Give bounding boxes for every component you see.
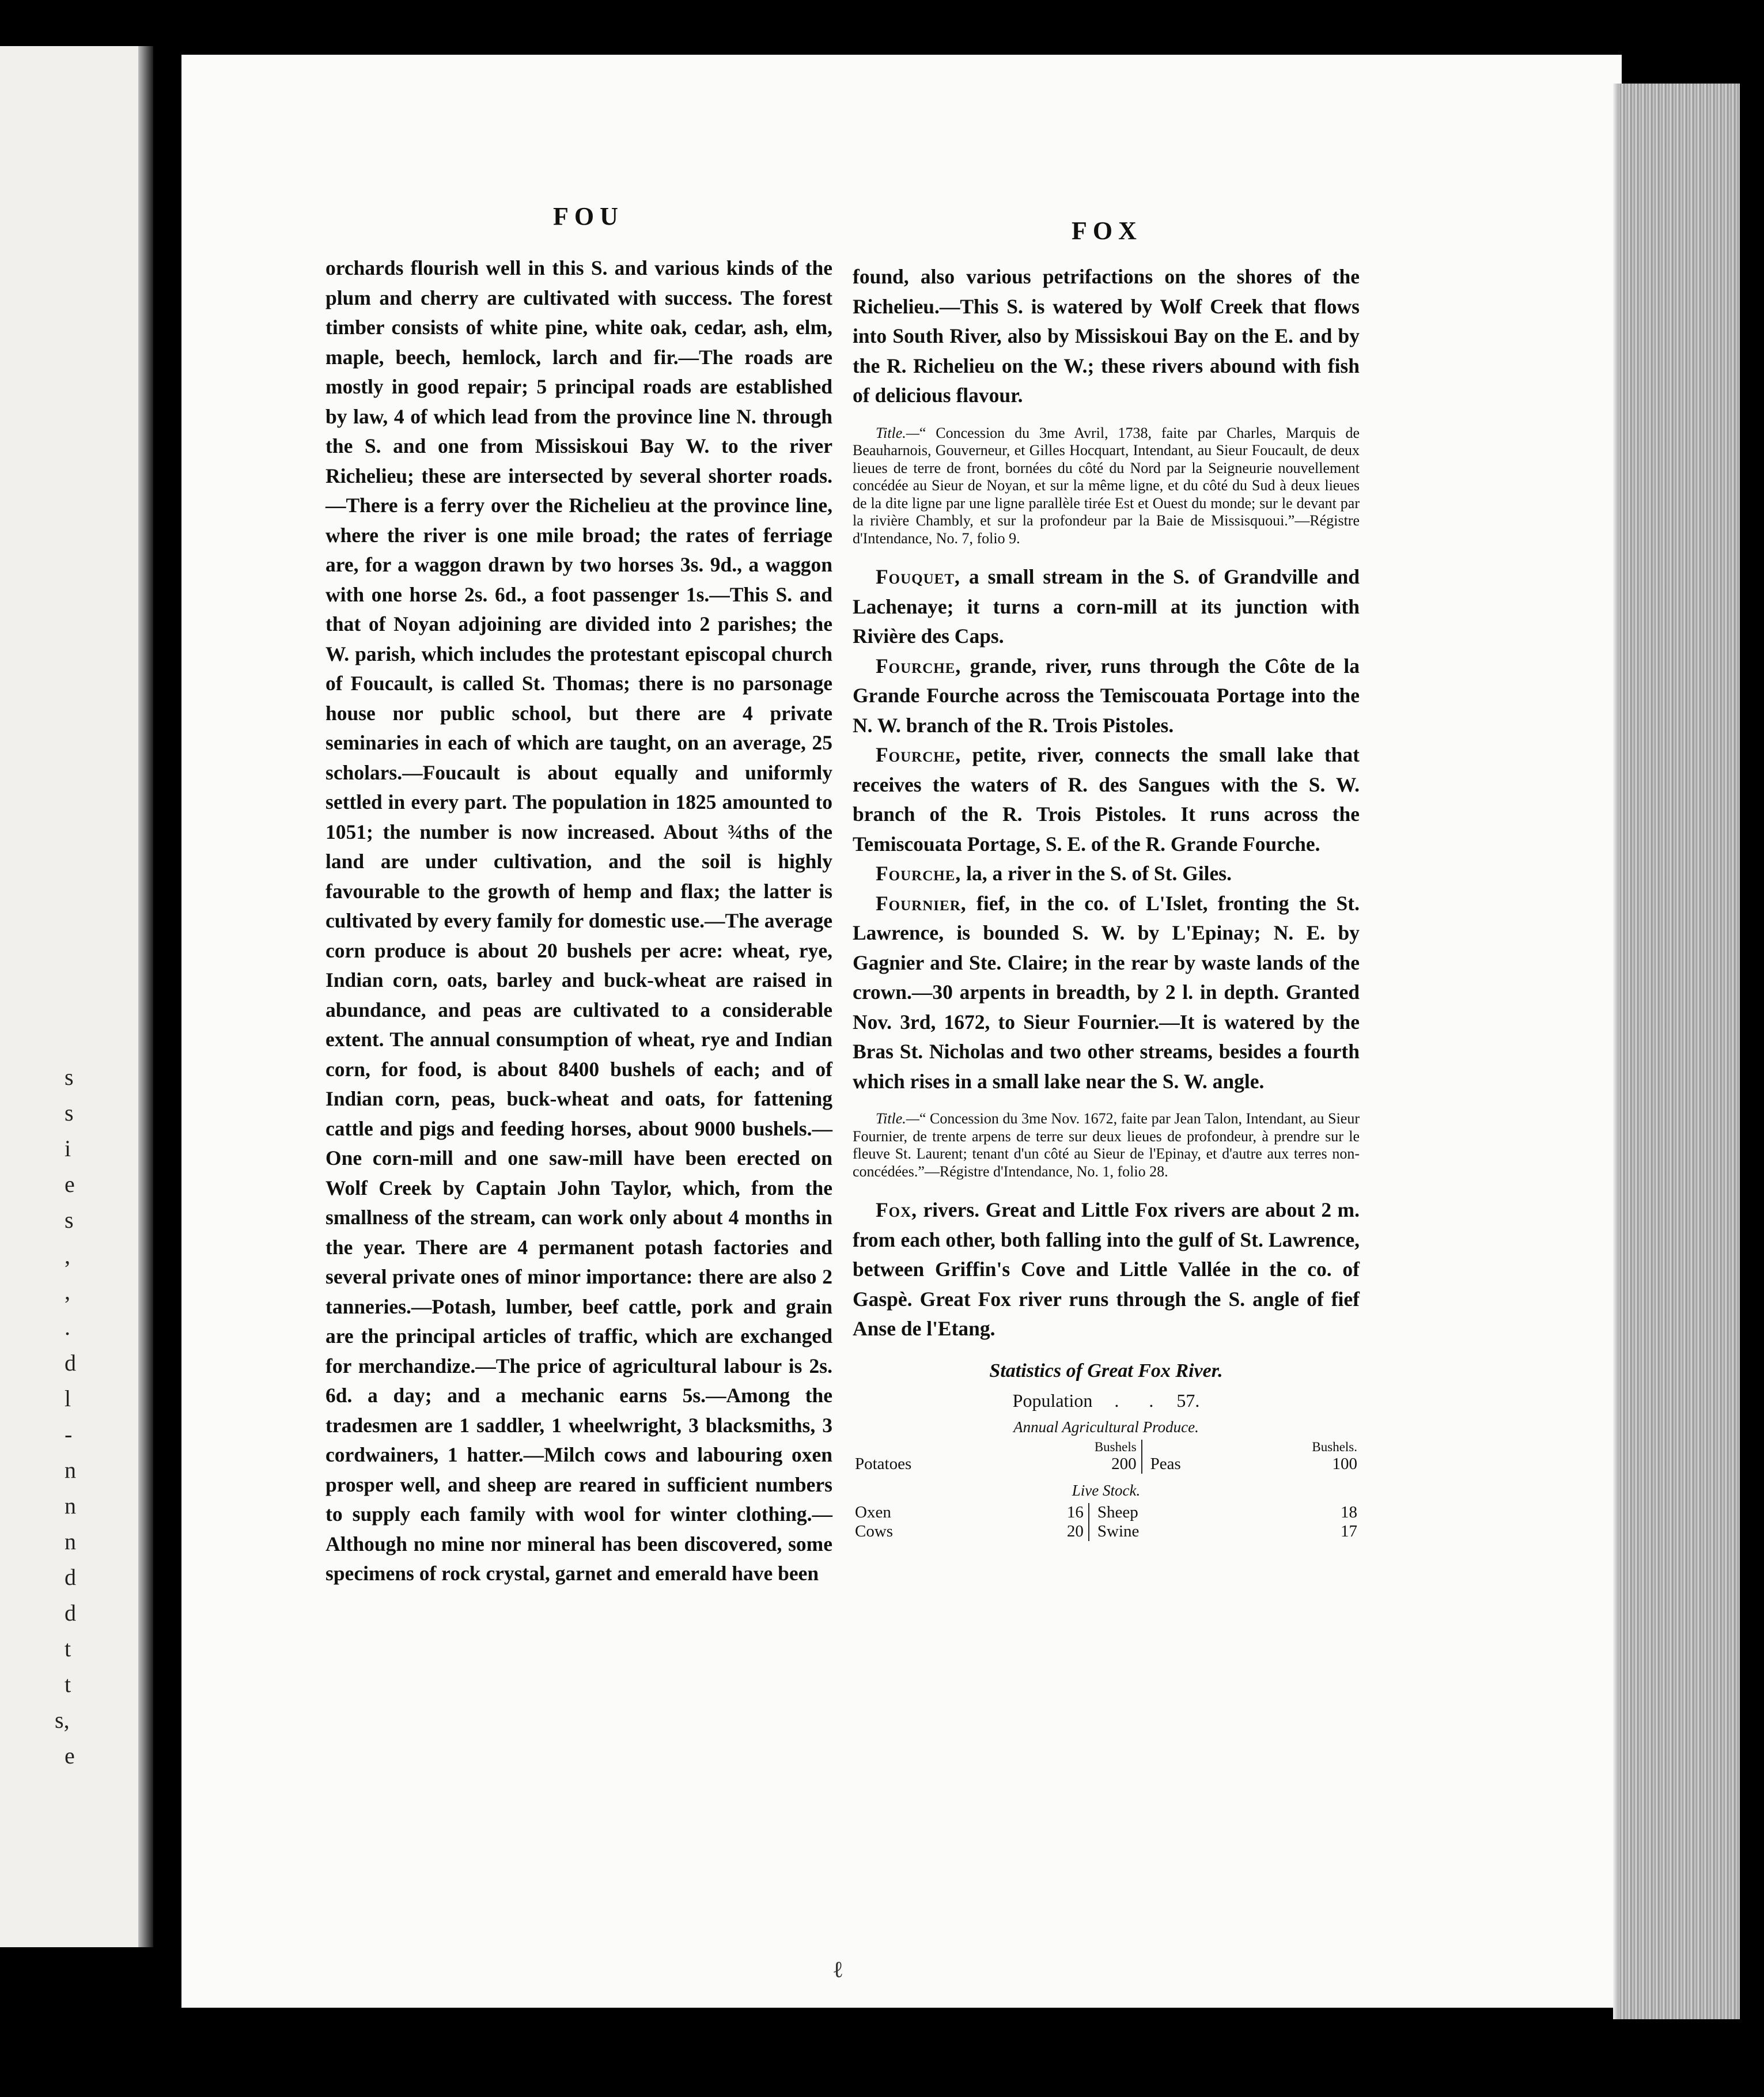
population-dots: . . bbox=[1114, 1390, 1167, 1411]
population-label: Population bbox=[1012, 1390, 1093, 1411]
livestock-value: 17 bbox=[1341, 1521, 1357, 1540]
facing-page-char: s bbox=[65, 1207, 74, 1233]
livestock-value: 16 bbox=[1066, 1502, 1084, 1521]
produce-value: 200 bbox=[1111, 1454, 1137, 1473]
facing-page-char: t bbox=[65, 1636, 71, 1661]
livestock-name: Sheep bbox=[1097, 1502, 1138, 1521]
produce-name: Potatoes bbox=[855, 1454, 912, 1473]
facing-page-char: d bbox=[65, 1350, 76, 1376]
body-paragraph: orchards flourish well in this S. and various kinds of the plum and cherry are cultivated with success. The forest timber consists of white pine, white oak, cedar, ash, elm, maple, beech, hemlock, larch and fir.—The roads are mostly in good repair; 5 principal roads are established by law, 4 of which lead from the province line N. through the S. and one from Missiskoui Bay W. to the river Richelieu; these are intersected by several shorter roads.—There is a ferry over the Richelieu at the province line, where the river is one mile broad; the rates of ferriage are, for a waggon drawn by two horses 3s. 9d., a waggon with one horse 2s. 6d., a foot passenger 1s.—This S. and that of Noyan adjoining are divided into 2 parishes; the W. parish, which includes the protestant episcopal church of Foucault, is called St. Thomas; there is no parsonage house nor public school, but there are 4 private seminaries in each of which are taught, on an average, 25 scholars.—Foucault is about equally and uniformly settled in every part. The population in 1825 amounted to 1051; the number is now increased. About ¾ths of the land are under cultivation, and the soil is highly favourable to the growth of hemp and flax; the latter is cultivated by every family for domestic use.—The average corn produce is about 20 bushels per acre: wheat, rye, Indian corn, oats, barley and buck-wheat are raised in abundance, and peas are cultivated to a considerable extent. The annual consumption of wheat, rye and Indian corn, for food, is about 8400 bushels of each; and of Indian corn, peas, buck-wheat and oats, for fattening cattle and pigs and feeding horses, about 9000 bushels.—One corn-mill and one saw-mill have been erected on Wolf Creek by Captain John Taylor, which, from the smallness of the stream, can work only about 4 months in the year. There are 4 permanent potash factories and several private ones of minor importance: there are also 2 tanneries.—Potash, lumber, beef cattle, pork and grain are the principal articles of traffic, which are exchanged for merchandize.—The price of agricultural labour is 2s. 6d. a day; and a mechanic earns 5s.—Among the tradesmen are 1 saddler, 1 wheelwright, 3 blacksmiths, 3 cordwainers, 1 hatter.—Milch cows and labouring oxen prosper well, and sheep are reared in sufficient numbers to supply each family with wool for winter clothing.—Although no mine nor mineral has been discovered, some specimens of rock crystal, garnet and emerald have been bbox=[325, 256, 832, 1585]
entry-fourche-petite bbox=[853, 740, 1360, 859]
entry-text: grande, river, runs through the Côte de la Grande Fourche across the Temiscouata Portage into the N. W. branch of the R. Trois Pistoles. bbox=[853, 654, 1360, 737]
running-header-right: FOX bbox=[1072, 217, 1142, 245]
entry-text: petite, river, connects the small lake that receives the waters of R. des Sangues with the S. W. branch of the R. Trois Pistoles. It runs across the Temiscouata Portage, S. E. of the R. Grande Fourche. bbox=[853, 743, 1360, 856]
livestock-value: 20 bbox=[1066, 1521, 1084, 1540]
facing-page-char: n bbox=[65, 1493, 76, 1519]
produce-table bbox=[853, 1440, 1360, 1474]
facing-page-char: . bbox=[65, 1314, 70, 1340]
population-row bbox=[853, 1390, 1360, 1411]
continuation-paragraph: found, also various petrifactions on the shores of the Richelieu.—This S. is watered by Wolf Creek that flows into South River, also by Missiskoui Bay on the E. and by the R. Richelieu on the W.; these rivers abound with fish of delicious flavour. bbox=[853, 265, 1360, 407]
facing-page-char: e bbox=[65, 1171, 75, 1197]
book-page-stack bbox=[1619, 84, 1740, 2019]
entry-lead: Fourche, bbox=[876, 654, 962, 677]
entry-lead: Fournier, bbox=[876, 891, 967, 915]
population-value: 57. bbox=[1176, 1390, 1200, 1411]
entry-text: fief, in the co. of L'Islet, fronting the St. Lawrence, is bounded S. W. by L'Epinay; N. E. by Gagnier and Ste. Claire; in the rear by waste lands of the crown.—30 arpents in breadth, by 2 l. in depth. Granted Nov. 3rd, 1672, to Sieur Fournier.—It is watered by the Bras St. Nicholas and two other streams, besides a fourth which rises in a small lake near the S. W. angle. bbox=[853, 891, 1360, 1093]
title-note-foucault bbox=[853, 425, 1360, 548]
facing-page-char: s bbox=[65, 1064, 74, 1090]
livestock-title: Live Stock. bbox=[1072, 1481, 1141, 1499]
left-column bbox=[325, 253, 832, 1589]
facing-page-char: n bbox=[65, 1457, 76, 1483]
livestock-value: 18 bbox=[1341, 1502, 1357, 1521]
note-text: “ Concession du 3me Avril, 1738, faite par Charles, Marquis de Beauharnois, Gouverneur, et Gilles Hocquart, Intendant, au Sieur Foucault, de deux lieues de terre de front, bornées du côté du Nord par la Seigneurie nouvellement concédée au Sieur de Noyan, et sur la même ligne, et du côté du Sud à deux lieues de la dite ligne par une ligne parallèle tirée Est et Ouest du monde; sur le devant par la rivière Chambly, et sur la profondeur par la Baie de Missisquoui.”—Régistre d'Intendance, No. 7, folio 9. bbox=[853, 424, 1360, 547]
unit-label: Bushels bbox=[1094, 1439, 1137, 1454]
table-row bbox=[853, 1503, 1360, 1522]
facing-page-char: s bbox=[65, 1100, 74, 1126]
facing-page-char: n bbox=[65, 1528, 76, 1554]
facing-page-char: i bbox=[65, 1135, 71, 1161]
produce-name: Peas bbox=[1150, 1454, 1181, 1473]
title-note-fournier bbox=[853, 1110, 1360, 1180]
page-mark: ℓ bbox=[832, 1956, 844, 1982]
entry-lead: Fourche, bbox=[876, 862, 962, 885]
entry-lead: Fouquet, bbox=[876, 565, 960, 588]
facing-page-edge bbox=[0, 46, 153, 1947]
right-column bbox=[853, 262, 1360, 1541]
livestock-name: Oxen bbox=[855, 1502, 891, 1521]
facing-page-char: , bbox=[65, 1243, 70, 1269]
entry-fournier bbox=[853, 889, 1360, 1097]
entry-text: la, a river in the S. of St. Giles. bbox=[961, 862, 1232, 885]
produce-title: Annual Agricultural Produce. bbox=[1013, 1418, 1199, 1436]
book-gutter bbox=[138, 46, 153, 1947]
statistics-title: Statistics of Great Fox River. bbox=[989, 1360, 1223, 1381]
unit-label-right: Bushels. bbox=[1312, 1439, 1357, 1454]
produce-value: 100 bbox=[1332, 1454, 1357, 1473]
facing-page-char: e bbox=[65, 1743, 75, 1769]
facing-page-char: d bbox=[65, 1564, 76, 1590]
table-row bbox=[853, 1455, 1360, 1474]
entry-text: a small stream in the S. of Grandville and Lachenaye; it turns a corn-mill at its junction with Rivière des Caps. bbox=[853, 565, 1360, 648]
livestock-table bbox=[853, 1503, 1360, 1541]
entry-text: rivers. Great and Little Fox rivers are about 2 m. from each other, both falling into the gulf of St. Lawrence, between Griffin's Cove and Little Vallée in the co. of Gaspè. Great Fox river runs through the S. angle of fief Anse de l'Etang. bbox=[853, 1198, 1360, 1340]
note-text: “ Concession du 3me Nov. 1672, faite par Jean Talon, Intendant, au Sieur Fournier, de trente arpens de terre sur deux lieues de profondeur, à prendre sur le fleuve St. Laurent; tenant d'un côté au Sieur de l'Epinay, et d'autre aux terres non-concédées.”—Régistre d'Intendance, No. 1, folio 28. bbox=[853, 1110, 1360, 1180]
facing-page-char: l bbox=[65, 1386, 71, 1411]
statistics-block bbox=[853, 1360, 1360, 1541]
entry-fouquet bbox=[853, 562, 1360, 652]
facing-page-char: , bbox=[65, 1278, 70, 1304]
running-header-left: FOU bbox=[553, 202, 624, 230]
livestock-name: Swine bbox=[1097, 1521, 1140, 1540]
facing-page-char: t bbox=[65, 1671, 71, 1697]
facing-page-char: d bbox=[65, 1600, 76, 1626]
facing-page-char: - bbox=[65, 1421, 73, 1447]
facing-page-char: s, bbox=[55, 1707, 70, 1733]
entry-fourche-la bbox=[853, 859, 1360, 889]
livestock-name: Cows bbox=[855, 1521, 894, 1540]
entry-fourche-grande bbox=[853, 652, 1360, 741]
entry-fox bbox=[853, 1195, 1360, 1344]
entry-lead: Fox, bbox=[876, 1198, 918, 1221]
note-lead: Title.— bbox=[876, 1110, 919, 1127]
table-row bbox=[853, 1522, 1360, 1541]
entry-lead: Fourche, bbox=[876, 743, 962, 766]
note-lead: Title.— bbox=[876, 424, 919, 441]
